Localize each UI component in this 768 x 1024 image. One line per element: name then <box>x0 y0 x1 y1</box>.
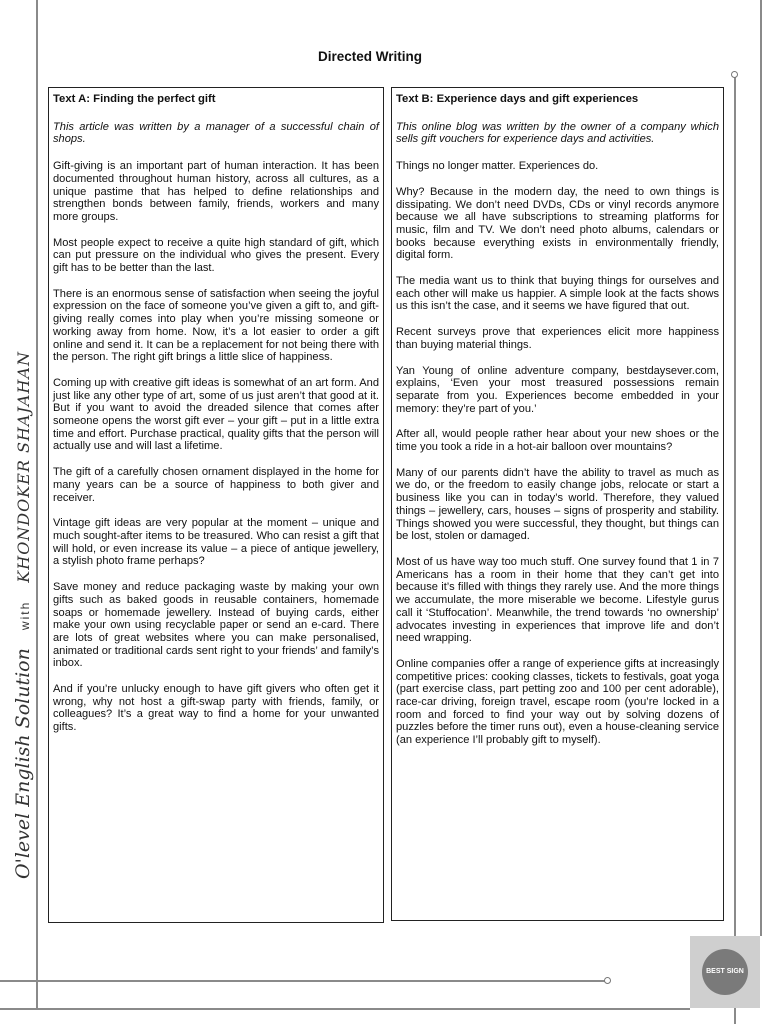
text-b-paragraph: Recent surveys prove that experiences elicit more happiness than buying material things. <box>396 326 719 351</box>
with-text: with <box>18 600 33 631</box>
text-a-paragraph: Gift-giving is an important part of human interaction. It has been documented throughout human history, across all cultures, as a unique pastime that has helped to define relationships and strengthen bonds between family, friends, workers and many more groups. <box>53 160 379 223</box>
text-b-paragraph: Most of us have way too much stuff. One survey found that 1 in 7 Americans has a room in their home that they can’t get into because it’s filled with things they rarely use. And the more things we accumulate, the more miserable we become. Lifestyle gurus call it ‘Stuffocation’. Meanwhile, the trend towards ‘no ownership’ advocates investing in experiences that improve life and don’t need wrapping. <box>396 555 719 645</box>
logo <box>690 936 760 1008</box>
text-b-paragraph: Online companies offer a range of experience gifts at increasingly competitive prices: cooking classes, tickets to festivals, goat yoga (part exercise class, part petting zoo and 100 per cent adorable), race-car driving, foreign travel, escape room (you’re locked in a room and forced to find your way out by solving dozens of puzzles before the timer runs out), even a house-cleaning service (an experience I’ll probably gift to myself). <box>396 657 719 747</box>
text-b-paragraph: Many of our parents didn’t have the ability to travel as much as we do, or the freedom to easily change jobs, relocate or start a business like you can in today’s world. Therefore, they valued things – jewellery, cars, houses – signs of prosperity and stability. Things showed you were successful, they thought, but things can be lost, stolen or damaged. <box>396 466 719 543</box>
frame-far-right-line <box>760 0 762 936</box>
text-a-paragraph: There is an enormous sense of satisfaction when seeing the joyful expression on the face of someone you’ve given a gift to, and gift-giving really comes into play when you’re missing someone or working away from home. Now, it’s a lot easier to order a gift online and send it. It can be a replacement for not being there with the person. The right gift brings a little slice of happiness. <box>53 287 379 364</box>
frame-bottom-dot <box>604 977 611 984</box>
text-a-paragraph: The gift of a carefully chosen ornament displayed in the home for many years can be a source of happiness to both giver and receiver. <box>53 466 379 504</box>
text-a-paragraph: And if you’re unlucky enough to have gift givers who often get it wrong, why not host a gift-swap party with friends, family, or colleagues? It’s a great way to find a home for your unwanted gifts. <box>53 683 379 734</box>
frame-bottom-line-2 <box>0 1008 690 1010</box>
text-a-box <box>48 87 384 923</box>
text-b-box <box>391 87 724 921</box>
text-a-paragraph: Coming up with creative gift ideas is somewhat of an art form. And just like any other type of art, some of us just aren’t that good at it. But if you want to avoid the dreaded silence that comes after someone opens the worst gift ever – your gift – put in a little extra time and effort. Purchase practical, quality gifts that the person will actually use and will last a lifetime. <box>53 376 379 453</box>
text-a-paragraph: Save money and reduce packaging waste by making your own gifts such as baked goods in reusable containers, homemade soaps or homemade jewellery. Instead of buying cards, either make your own using recyclable paper or send an e-card. There are lots of great websites where you can make personalised, animated or traditional cards sent right to your friends’ and family’s inbox. <box>53 581 379 670</box>
text-b-paragraph: After all, would people rather hear about your new shoes or the time you took a ride in a hot-air balloon over mountains? <box>396 428 719 454</box>
logo-splat-icon: BEST SIGN <box>702 949 748 995</box>
text-a-heading: Text A: Finding the perfect gift <box>53 93 216 105</box>
text-b-intro: This online blog was written by the owner of a company which sells gift vouchers for experience days and activities. <box>396 120 719 146</box>
sidebar-watermark <box>8 270 38 960</box>
text-b-heading: Text B: Experience days and gift experiences <box>396 93 639 105</box>
text-a-intro: This article was written by a manager of a successful chain of shops. <box>53 120 379 146</box>
brand-text: O'level English Solution <box>12 648 35 879</box>
page-title: Directed Writing <box>317 49 422 64</box>
frame-bottom-line <box>0 980 606 982</box>
frame-right-line <box>734 76 736 1024</box>
text-a-paragraph: Most people expect to receive a quite high standard of gift, which can put pressure on the individual who gives the present. Every gift has to be better than the last. <box>53 236 379 275</box>
text-b-paragraph: Yan Young of online adventure company, bestdaysever.com, explains, ‘Even your most treasured possessions remain separate from you. Experiences become embedded in your memory: they’re part of you.’ <box>396 364 719 415</box>
text-b-paragraph: The media want us to think that buying things for ourselves and each other will make us happier. A simple look at the facts shows us this isn’t the case, and it seems we have figured that out. <box>396 275 719 313</box>
frame-right-dot <box>731 71 738 78</box>
author-text: KHONDOKER SHAJAHAN <box>14 351 34 583</box>
text-b-paragraph: Things no longer matter. Experiences do. <box>396 160 599 173</box>
text-a-paragraph: Vintage gift ideas are very popular at the moment – unique and much sought-after items to be treasured. Who can resist a gift that will hold, or even increase its value – a piece of antique jewellery, a stylish photo frame perhaps? <box>53 517 379 568</box>
text-b-paragraph: Why? Because in the modern day, the need to own things is dissipating. We don’t need DVDs, CDs or vinyl records anymore because we all have subscriptions to streaming platforms for music, film and TV. We don’t need photo albums, calendars or books because everything exists in environmentally friendly, digital form. <box>396 185 719 262</box>
